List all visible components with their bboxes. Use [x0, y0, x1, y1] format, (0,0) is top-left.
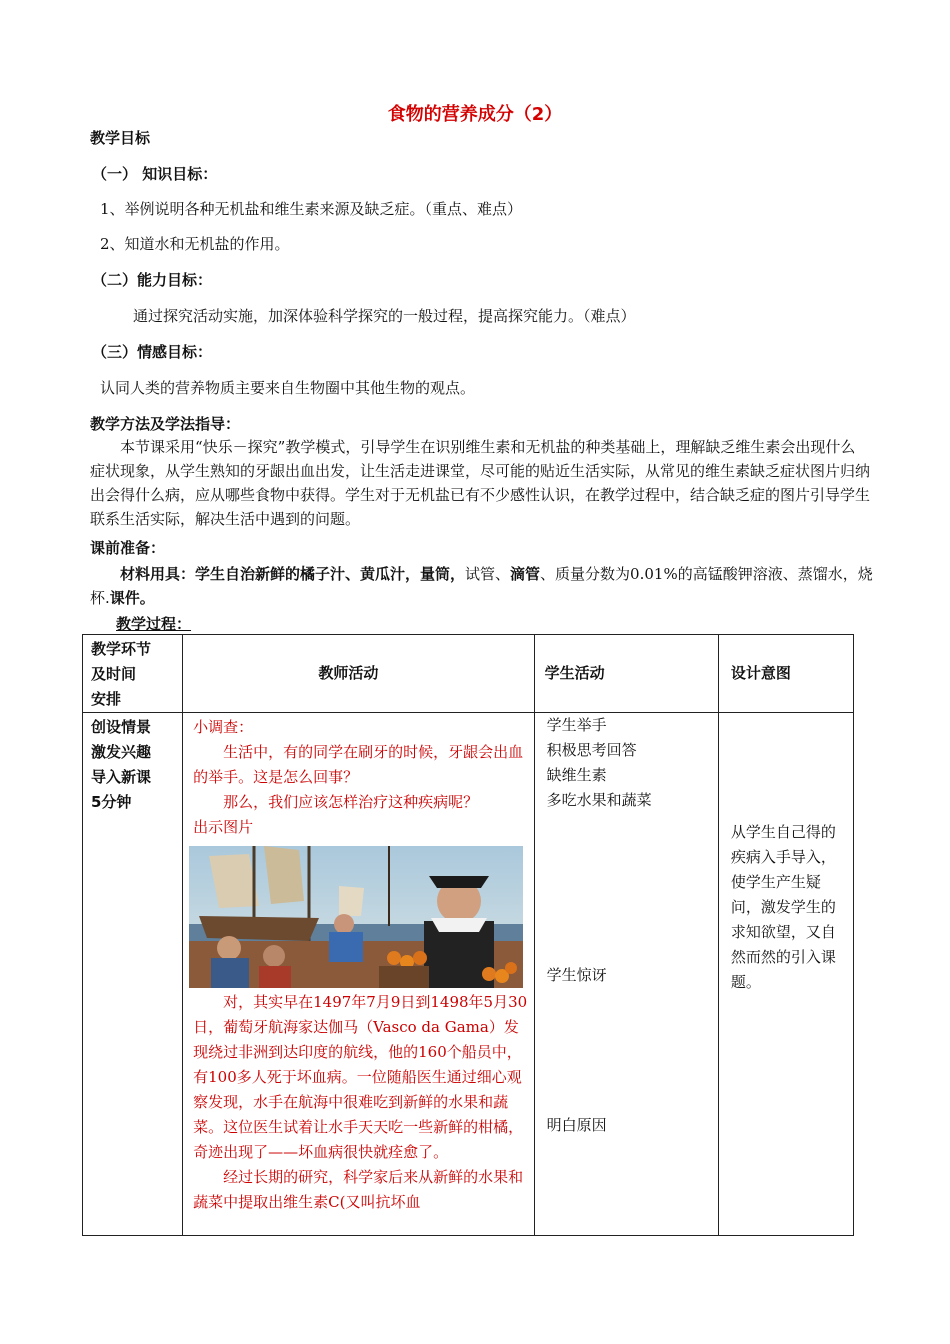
header-teacher	[183, 635, 534, 713]
design-intent-text: 从学生自己得的疾病入手导入，使学生产生疑问，激发学生的求知欲望，又自然而然的引入课题。	[730, 823, 836, 991]
stage-line: 导入新课	[91, 768, 152, 786]
prep-heading: 课前准备：	[90, 539, 166, 557]
header-student	[534, 635, 718, 713]
student-activity: 积极思考回答	[546, 741, 637, 759]
knowledge-heading: （一） 知识目标：	[92, 165, 218, 183]
knowledge-item-2: 2、知道水和无机盐的作用。	[100, 235, 290, 253]
materials-dropper: 滴管	[510, 565, 541, 583]
teacher-survey-label: 小调查：	[193, 718, 254, 736]
table-header-row	[83, 635, 854, 713]
materials-courseware: 课件。	[109, 589, 155, 607]
teacher-vitamin-c: 经过长期的研究，科学家后来从新鲜的水果和蔬菜中提取出维生素C(又叫抗坏血	[193, 1168, 524, 1211]
materials-label: 材料用具：学生自治新鲜的橘子汁、黄瓜汁，量筒，	[120, 565, 466, 583]
teacher-question-2: 那么，我们应该怎样治疗这种疾病呢？	[223, 793, 479, 811]
stage-line: 激发兴趣	[91, 743, 152, 761]
process-heading: 教学过程：	[116, 615, 192, 633]
emotion-heading: （三）情感目标：	[92, 343, 213, 361]
header-stage	[83, 635, 183, 713]
materials-text	[90, 562, 880, 610]
stage-cell	[83, 713, 183, 1236]
teacher-question: 生活中，有的同学在刷牙的时候，牙龈会出血的举手。这是怎么回事？	[193, 743, 524, 786]
header-intent-label: 设计意图	[730, 664, 791, 682]
intent-cell	[718, 713, 853, 1236]
student-activity: 多吃水果和蔬菜	[546, 791, 652, 809]
teacher-show-picture: 出示图片	[193, 818, 254, 836]
objectives-heading: 教学目标	[90, 129, 151, 147]
header-stage-line: 及时间	[91, 665, 137, 683]
student-activity: 缺维生素	[546, 766, 607, 784]
methods-text: 本节课采用“快乐－探究”教学模式，引导学生在识别维生素和无机盐的种类基础上，理解缺乏维生素会出现什么症状现象，从学生熟知的牙龈出血出发，让生活走进课堂，尽可能的贴近生活实际，从常见的维生素缺乏症状图片归纳出会得什么病，应从哪些食物中获得。学生对于无机盐已有不少感性认识，在教学过程中，结合缺乏症的图片引导学生联系生活实际，解决生活中遇到的问题。	[90, 438, 871, 528]
header-student-label: 学生活动	[544, 664, 605, 682]
stage-line: 5分钟	[91, 793, 132, 811]
knowledge-item-1: 1、举例说明各种无机盐和维生素来源及缺乏症。（重点、难点）	[100, 200, 523, 218]
student-cell	[534, 713, 718, 1236]
student-understand: 明白原因	[546, 1116, 607, 1134]
methods-heading: 教学方法及学法指导：	[90, 415, 241, 433]
document-title: 食物的营养成分（2）	[387, 104, 563, 125]
stage-line: 创设情景	[91, 718, 152, 736]
ability-heading: （二）能力目标：	[92, 271, 213, 289]
sailors-illustration	[189, 846, 523, 988]
student-activity: 学生举手	[546, 716, 607, 734]
materials-rest: 、质量分数为0.01%的高锰酸钾溶液、蒸馏水，烧杯.	[90, 565, 873, 607]
table-row	[83, 713, 854, 1236]
ability-text: 通过探究活动实施，加深体验科学探究的一般过程，提高探究能力。（难点）	[133, 307, 636, 325]
header-stage-line: 安排	[91, 690, 122, 708]
materials-part: 试管、	[465, 565, 511, 583]
process-table	[82, 634, 854, 1236]
header-intent	[718, 635, 853, 713]
header-stage-line: 教学环节	[91, 640, 152, 658]
teacher-story: 对，其实早在1497年7月9日到1498年5月30日，葡萄牙航海家达伽马（Vasco da Gama）发现绕过非洲到达印度的航线，他的160个船员中，有100多人死于坏血病。一位随船医生通过细心观察发现，水手在航海中很难吃到新鲜的水果和蔬菜。这位医生试着让水手天天吃一些新鲜的柑橘，奇迹出现了——坏血病很快就痊愈了。	[193, 993, 528, 1161]
teacher-cell	[183, 713, 534, 1236]
emotion-text: 认同人类的营养物质主要来自生物圈中其他生物的观点。	[100, 379, 476, 397]
student-surprised: 学生惊讶	[546, 966, 607, 984]
header-teacher-label: 教师活动	[318, 664, 379, 682]
